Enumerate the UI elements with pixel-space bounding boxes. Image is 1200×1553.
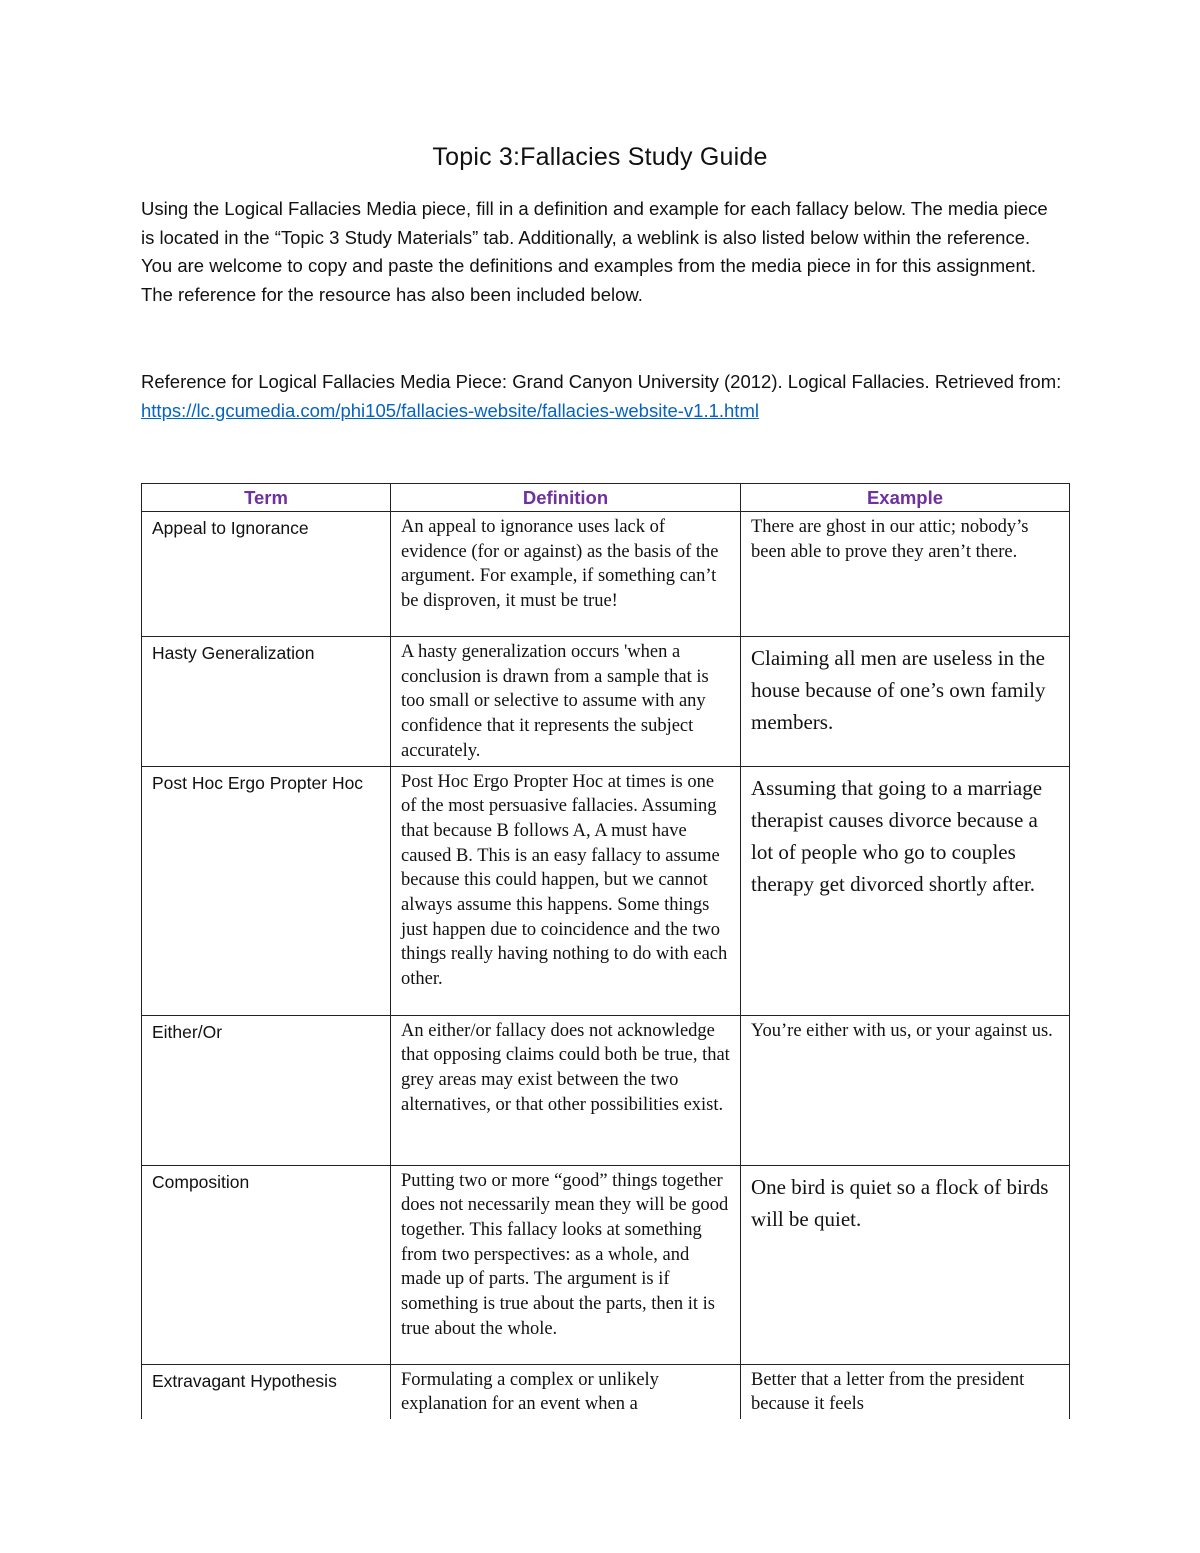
example-cell: One bird is quiet so a flock of birds will be quiet. bbox=[741, 1165, 1070, 1364]
page-title: Topic 3:Fallacies Study Guide bbox=[432, 143, 768, 171]
table-header-row bbox=[142, 484, 1070, 512]
reference-paragraph bbox=[141, 368, 1066, 425]
definition-cell: An appeal to ignorance uses lack of evidence (for or against) as the basis of the argument. For example, if something can’t be disproven, it must be true! bbox=[391, 512, 741, 637]
example-cell: Claiming all men are useless in the house because of one’s own family members. bbox=[741, 637, 1070, 767]
example-cell: Assuming that going to a marriage therapist causes divorce because a lot of people who go to couples therapy get divorced shortly after. bbox=[741, 766, 1070, 1015]
table-row bbox=[142, 1165, 1070, 1364]
example-cell: There are ghost in our attic; nobody’s been able to prove they aren’t there. bbox=[741, 512, 1070, 637]
table-row bbox=[142, 512, 1070, 637]
table-row bbox=[142, 1364, 1070, 1419]
example-cell: Better that a letter from the president because it feels bbox=[741, 1364, 1070, 1419]
term-cell: Either/Or bbox=[142, 1015, 391, 1165]
reference-link[interactable]: https://lc.gcumedia.com/phi105/fallacies-website/fallacies-website-v1.1.html bbox=[141, 399, 759, 421]
header-example: Example bbox=[741, 484, 1070, 512]
table-row bbox=[142, 1015, 1070, 1165]
term-cell: Hasty Generalization bbox=[142, 637, 391, 767]
definition-cell: Post Hoc Ergo Propter Hoc at times is one of the most persuasive fallacies. Assuming that because B follows A, A must have caused B. This is an easy fallacy to assume because this could happen, but we cannot always assume this happens. Some things just happen due to coincidence and the two things really having nothing to do with each other. bbox=[391, 766, 741, 1015]
header-term: Term bbox=[142, 484, 391, 512]
term-cell: Post Hoc Ergo Propter Hoc bbox=[142, 766, 391, 1015]
example-cell: You’re either with us, or your against us. bbox=[741, 1015, 1070, 1165]
definition-cell: A hasty generalization occurs 'when a conclusion is drawn from a sample that is too small or selective to assume with any confidence that it represents the subject accurately. bbox=[391, 637, 741, 767]
header-definition: Definition bbox=[391, 484, 741, 512]
term-cell: Extravagant Hypothesis bbox=[142, 1364, 391, 1419]
table-row bbox=[142, 766, 1070, 1015]
definition-cell: An either/or fallacy does not acknowledge that opposing claims could both be true, that grey areas may exist between the two alternatives, or that other possibilities exist. bbox=[391, 1015, 741, 1165]
reference-text: Reference for Logical Fallacies Media Piece: Grand Canyon University (2012). Logical Fallacies. Retrieved from: bbox=[141, 371, 1062, 392]
table-row bbox=[142, 637, 1070, 767]
term-cell: Appeal to Ignorance bbox=[142, 512, 391, 637]
definition-cell: Putting two or more “good” things together does not necessarily mean they will be good together. This fallacy looks at something from two perspectives: as a whole, and made up of parts. The argument is if something is true about the parts, then it is true about the whole. bbox=[391, 1165, 741, 1364]
fallacies-table bbox=[141, 483, 1070, 1419]
term-cell: Composition bbox=[142, 1165, 391, 1364]
definition-cell: Formulating a complex or unlikely explanation for an event when a bbox=[391, 1364, 741, 1419]
intro-paragraph: Using the Logical Fallacies Media piece, fill in a definition and example for each fallacy below. The media piece is located in the “Topic 3 Study Materials” tab. Additionally, a weblink is also listed below within the reference. You are welcome to copy and paste the definitions and examples from the media piece in for this assignment. The reference for the resource has also been included below. bbox=[141, 198, 1048, 305]
